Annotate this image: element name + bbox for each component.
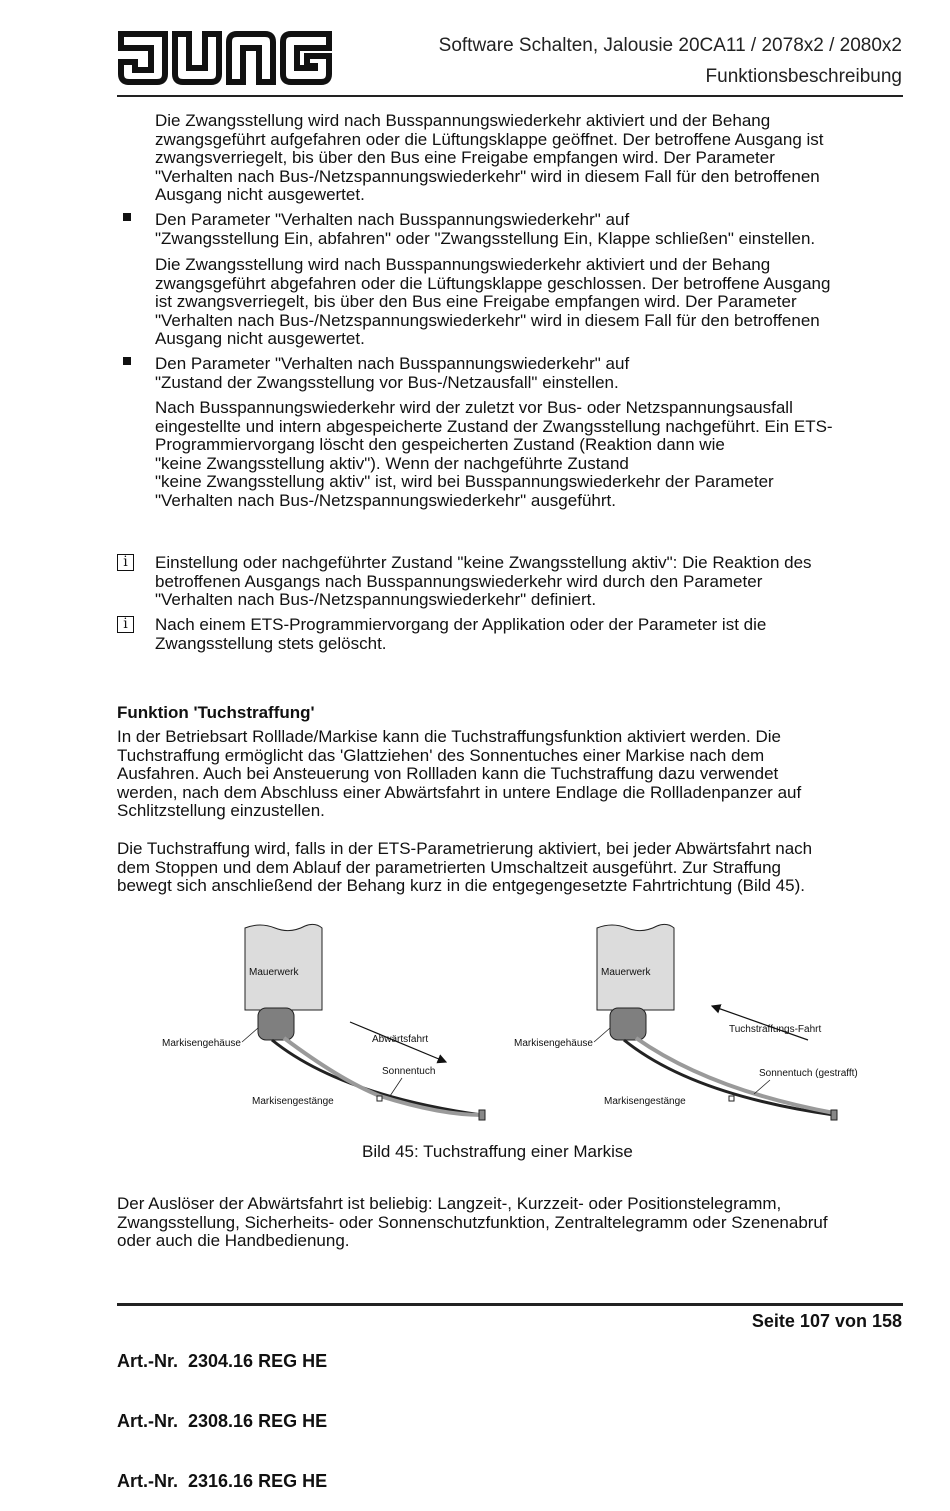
text-line: oder auch die Handbedienung. bbox=[117, 1231, 350, 1250]
text-line: Nach einem ETS-Programmiervorgang der Applikation oder der Parameter ist die bbox=[155, 615, 767, 634]
housing-pointer bbox=[242, 1028, 258, 1042]
direction-label: Abwärtsfahrt bbox=[372, 1034, 429, 1045]
text-line: Einstellung oder nachgeführter Zustand "keine Zwangsstellung aktiv": Die Reaktion des bbox=[155, 553, 812, 572]
text-line: zwangsverriegelt, bis über den Bus eine Freigabe empfangen wird. Der Parameter bbox=[155, 148, 775, 167]
housing-label: Markisengehäuse bbox=[514, 1038, 593, 1049]
wall-label: Mauerwerk bbox=[249, 967, 299, 978]
text-line: "keine Zwangsstellung aktiv"). Wenn der nachgeführte Zustand bbox=[155, 453, 629, 473]
diagram-left bbox=[162, 924, 485, 1120]
cloth-pointer bbox=[754, 1080, 770, 1094]
arm-joint bbox=[377, 1096, 382, 1101]
article-number: Art.-Nr. 2316.16 REG HE bbox=[117, 1471, 328, 1491]
text-line: Zwangsstellung stets gelöscht. bbox=[155, 633, 387, 653]
bullet-item-2 bbox=[155, 355, 629, 392]
info-note-1 bbox=[155, 554, 812, 610]
arm-end bbox=[831, 1110, 837, 1120]
diagram-right bbox=[514, 924, 858, 1120]
info-icon: i bbox=[117, 554, 134, 571]
text-line: Die Tuchstraffung wird, falls in der ETS-Parametrierung aktiviert, bei jeder Abwärtsfahrt nach bbox=[117, 839, 813, 858]
document-title: Software Schalten, Jalousie 20CA11 / 2078x2 / 2080x2 bbox=[438, 35, 902, 56]
cloth-label: Sonnentuch bbox=[382, 1066, 436, 1077]
text-line: "keine Zwangsstellung aktiv" ist, wird bei Busspannungswiederkehr der Parameter bbox=[155, 472, 774, 491]
text-line: "Zwangsstellung Ein, abfahren" oder "Zwangsstellung Ein, Klappe schließen" einstellen. bbox=[155, 228, 816, 248]
text-line: Schlitzstellung einzustellen. bbox=[117, 801, 325, 820]
awning-housing bbox=[258, 1008, 294, 1040]
text-line: In der Betriebsart Rolllade/Markise kann die Tuchstraffungsfunktion aktiviert werden. Die bbox=[117, 727, 781, 746]
text-line: "Verhalten nach Bus-/Netzspannungswiederkehr" wird in diesem Fall für den betroffenen bbox=[155, 166, 820, 186]
text-line: betroffenen Ausgangs nach Busspannungswiederkehr wird durch den Parameter bbox=[155, 571, 763, 591]
jung-logo bbox=[117, 30, 333, 86]
cloth-label: Sonnentuch (gestrafft) bbox=[759, 1068, 858, 1079]
text-line: Der Auslöser der Abwärtsfahrt ist beliebig: Langzeit-, Kurzzeit- oder Positionstelegramm, bbox=[117, 1194, 782, 1213]
cloth-pointer bbox=[390, 1078, 402, 1096]
text-line: Programmiervorgang löscht den gespeicherten Zustand (Reaktion dann wie bbox=[155, 435, 725, 454]
arm-end bbox=[479, 1110, 485, 1120]
arm-joint bbox=[729, 1096, 734, 1101]
text-line: Ausfahren. Auch bei Ansteuerung von Rollladen kann die Tuchstraffung dazu verwendet bbox=[117, 764, 779, 783]
text-line: zwangsgeführt abgefahren oder die Lüftungsklappe geschlossen. Der betroffene Ausgang bbox=[155, 273, 831, 293]
wall-label: Mauerwerk bbox=[601, 967, 651, 978]
footer-divider bbox=[117, 1303, 903, 1306]
text-line: Tuchstraffung ermöglicht das 'Glattziehen' des Sonnentuches einer Markise nach dem bbox=[117, 745, 765, 765]
paragraph-3 bbox=[155, 399, 833, 510]
info-icon: i bbox=[117, 616, 134, 633]
paragraph-5 bbox=[117, 840, 812, 896]
text-line: Ausgang nicht ausgewertet. bbox=[155, 329, 365, 348]
text-line: Zwangsstellung, Sicherheits- oder Sonnenschutzfunktion, Zentraltelegramm oder Szenenabruf bbox=[117, 1212, 828, 1232]
text-line: "Verhalten nach Bus-/Netzspannungswiederkehr" wird in diesem Fall für den betroffenen bbox=[155, 310, 820, 330]
bullet-icon bbox=[123, 213, 131, 221]
text-line: Die Zwangsstellung wird nach Busspannungswiederkehr aktiviert und der Behang bbox=[155, 255, 771, 274]
text-line: Ausgang nicht ausgewertet. bbox=[155, 185, 365, 204]
paragraph-2 bbox=[155, 256, 830, 349]
text-line: "Zustand der Zwangsstellung vor Bus-/Netzausfall" einstellen. bbox=[155, 372, 619, 392]
text-line: "Verhalten nach Bus-/Netzspannungswiederkehr" definiert. bbox=[155, 590, 597, 609]
arm-label: Markisengestänge bbox=[252, 1096, 334, 1107]
direction-label: Tuchstraffungs-Fahrt bbox=[729, 1024, 822, 1035]
article-numbers bbox=[117, 1311, 327, 1511]
paragraph-6 bbox=[117, 1195, 828, 1251]
text-line: "Verhalten nach Bus-/Netzspannungswiederkehr" ausgeführt. bbox=[155, 490, 616, 510]
figure-caption: Bild 45: Tuchstraffung einer Markise bbox=[362, 1142, 633, 1161]
arm-label: Markisengestänge bbox=[604, 1096, 686, 1107]
housing-label: Markisengehäuse bbox=[162, 1038, 241, 1049]
text-line: werden, nach dem Abschluss einer Abwärtsfahrt in untere Endlage die Rollladenpanzer auf bbox=[117, 782, 802, 802]
paragraph-1 bbox=[155, 112, 824, 205]
text-line: bewegt sich anschließend der Behang kurz in die entgegengesetzte Fahrtrichtung (Bild 45). bbox=[117, 876, 805, 895]
document-subtitle: Funktionsbeschreibung bbox=[705, 66, 902, 87]
housing-pointer bbox=[594, 1028, 610, 1042]
text-line: dem Stoppen und dem Ablauf der parametrierten Umschaltzeit ausgeführt. Zur Straffung bbox=[117, 857, 781, 877]
text-line: eingestellte und intern abgespeicherte Zustand der Zwangsstellung nachgeführt. Ein ETS- bbox=[155, 416, 833, 436]
awning-housing bbox=[610, 1008, 646, 1040]
section-heading: Funktion 'Tuchstraffung' bbox=[117, 703, 315, 722]
article-number: Art.-Nr. 2304.16 REG HE bbox=[117, 1351, 328, 1371]
bullet-item-1 bbox=[155, 211, 815, 248]
text-line: Den Parameter "Verhalten nach Busspannungswiederkehr" auf bbox=[155, 210, 630, 229]
text-line: Nach Busspannungswiederkehr wird der zuletzt vor Bus- oder Netzspannungsausfall bbox=[155, 398, 793, 417]
header-divider bbox=[117, 95, 903, 97]
figure-awning-diagram bbox=[150, 920, 870, 1130]
text-line: ist zwangsverriegelt, bis über den Bus eine Freigabe empfangen wird. Der Parameter bbox=[155, 292, 797, 311]
info-note-2 bbox=[155, 616, 766, 653]
text-line: Die Zwangsstellung wird nach Busspannungswiederkehr aktiviert und der Behang bbox=[155, 111, 771, 130]
article-number: Art.-Nr. 2308.16 REG HE bbox=[117, 1411, 328, 1431]
page-number: Seite 107 von 158 bbox=[751, 1311, 902, 1331]
paragraph-4 bbox=[117, 728, 801, 821]
text-line: zwangsgeführt aufgefahren oder die Lüftungsklappe geöffnet. Der betroffene Ausgang ist bbox=[155, 129, 824, 149]
direction-arrow bbox=[350, 1022, 446, 1062]
text-line: Den Parameter "Verhalten nach Busspannungswiederkehr" auf bbox=[155, 354, 630, 373]
bullet-icon bbox=[123, 357, 131, 365]
